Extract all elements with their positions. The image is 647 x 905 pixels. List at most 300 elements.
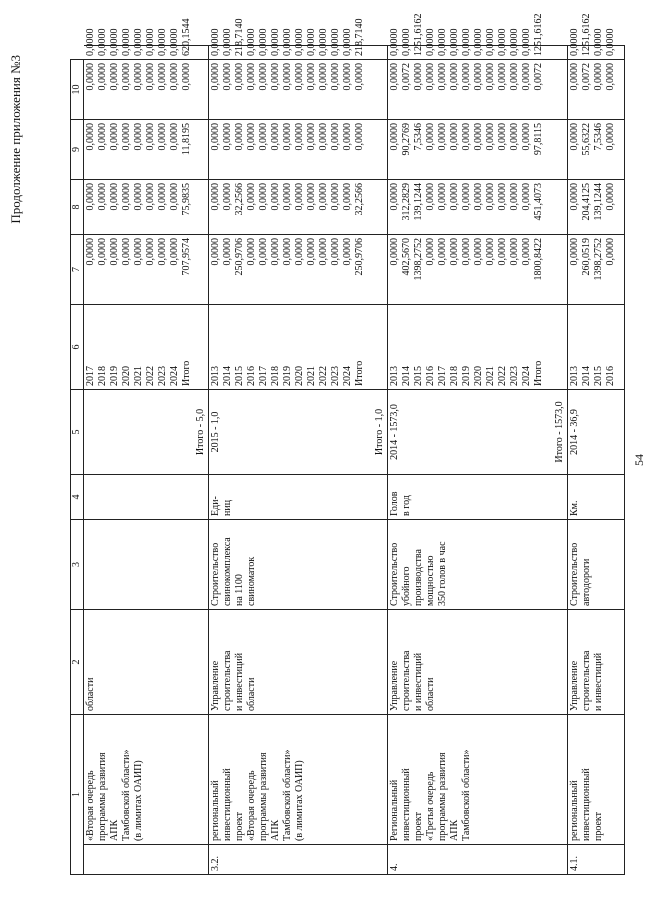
year-label: 2022 bbox=[145, 366, 156, 386]
amount-value: 0,0000 bbox=[282, 28, 294, 56]
amount-value: 218,7140 bbox=[354, 18, 366, 56]
amount-value: 0,0000 bbox=[604, 123, 616, 151]
amount-value: 0,0000 bbox=[270, 63, 282, 91]
year-label: 2015 bbox=[592, 366, 604, 386]
year-label: 2016 bbox=[604, 366, 616, 386]
amount-value: 218,7140 bbox=[234, 18, 246, 56]
amount-value: 0,0000 bbox=[282, 63, 294, 91]
project-name-line: проект bbox=[234, 811, 246, 841]
row-number: 4. bbox=[389, 863, 401, 871]
amount-value: 0,0000 bbox=[389, 28, 401, 56]
year-label: 2022 bbox=[497, 366, 509, 386]
row-number-cell bbox=[84, 845, 209, 875]
amount-value: 0,0000 bbox=[145, 123, 156, 151]
amount-value: 0,0000 bbox=[485, 28, 497, 56]
amount-value: 0,0000 bbox=[389, 63, 401, 91]
amount-value: 0,0000 bbox=[318, 63, 330, 91]
object-line: свиноматок bbox=[246, 556, 258, 606]
year-label: 2024 bbox=[521, 366, 533, 386]
amount-value: 0,0000 bbox=[497, 28, 509, 56]
year-label: 2021 bbox=[306, 366, 318, 386]
years-cell bbox=[84, 305, 209, 390]
year-label: 2015 bbox=[234, 366, 246, 386]
amount-cell-c7 bbox=[209, 180, 388, 235]
amount-value: 0,0000 bbox=[521, 183, 533, 211]
year-label: 2018 bbox=[449, 366, 461, 386]
amount-value: 0,0000 bbox=[425, 123, 437, 151]
amount-value: 0,0000 bbox=[270, 28, 282, 56]
project-name-line: Тамбовской области» bbox=[121, 749, 132, 841]
amount-value: 0,0000 bbox=[85, 63, 96, 91]
unit-cell bbox=[209, 475, 388, 520]
amount-value: 0,0000 bbox=[306, 63, 318, 91]
executor-line: строительства bbox=[401, 650, 413, 711]
amount-value: 0,0000 bbox=[449, 63, 461, 91]
object-line: Строительство bbox=[568, 542, 580, 606]
year-label: Итого bbox=[354, 360, 366, 386]
amount-value: 0,0000 bbox=[449, 28, 461, 56]
amount-value: 0,0000 bbox=[342, 238, 354, 266]
executor-line: и инвестиций bbox=[234, 652, 246, 711]
amount-value: 0,0000 bbox=[473, 183, 485, 211]
amount-value: 0,0000 bbox=[258, 63, 270, 91]
amount-value: 0,0000 bbox=[294, 238, 306, 266]
amount-value: 0,0000 bbox=[509, 63, 521, 91]
year-label: 2017 bbox=[437, 366, 449, 386]
amount-cell-c10 bbox=[84, 18, 209, 60]
amount-value: 0,0000 bbox=[210, 28, 222, 56]
executor-line: и инвестиций bbox=[413, 652, 425, 711]
year-label: 2013 bbox=[389, 366, 401, 386]
header-cell-4: 4 bbox=[71, 475, 84, 520]
amount-value: 0,0000 bbox=[156, 28, 168, 56]
amount-value: 0,0000 bbox=[342, 123, 354, 151]
amount-value: 0,0000 bbox=[222, 63, 234, 91]
page-number: 54 bbox=[632, 454, 646, 466]
capacity-total: Итого - 5,0 bbox=[195, 408, 207, 456]
capacity-cell bbox=[209, 390, 388, 475]
year-label: 2018 bbox=[270, 366, 282, 386]
header-cell-5: 5 bbox=[71, 390, 84, 475]
amount-value: 0,0072 bbox=[401, 63, 413, 91]
amount-value: 0,0000 bbox=[234, 63, 246, 91]
amount-cell-c10 bbox=[567, 13, 625, 60]
amount-value: 0,0000 bbox=[222, 238, 234, 266]
amount-value: 32,2566 bbox=[234, 183, 246, 216]
amount-value: 0,0000 bbox=[133, 183, 144, 211]
project-name-line: программы развития bbox=[97, 752, 108, 841]
amount-value: 0,0000 bbox=[521, 28, 533, 56]
amount-value: 0,0000 bbox=[485, 123, 497, 151]
amount-value: 1398,2752 bbox=[592, 238, 604, 281]
project-name-line: Тамбовской области» bbox=[282, 749, 294, 841]
year-label: 2014 bbox=[222, 366, 234, 386]
executor-cell bbox=[388, 610, 567, 715]
year-label: 2018 bbox=[97, 366, 108, 386]
amount-cell-c8 bbox=[567, 120, 625, 180]
executor-line: области bbox=[425, 677, 437, 711]
object-line: убойного bbox=[401, 566, 413, 606]
amount-value: 0,0000 bbox=[210, 123, 222, 151]
unit-line: Км. bbox=[568, 500, 580, 516]
project-name-cell bbox=[388, 715, 567, 845]
unit-line: Голов bbox=[389, 491, 401, 516]
amount-value: 0,0000 bbox=[109, 123, 120, 151]
amount-value: 0,0000 bbox=[330, 238, 342, 266]
capacity-cell bbox=[84, 390, 209, 475]
unit-cell bbox=[567, 475, 625, 520]
amount-value: 0,0000 bbox=[568, 238, 580, 266]
year-label: 2014 bbox=[580, 366, 592, 386]
amount-value: 0,0000 bbox=[108, 28, 120, 56]
amount-value: 0,0000 bbox=[449, 123, 461, 151]
executor-line: области bbox=[85, 677, 96, 711]
amount-value: 0,0000 bbox=[521, 123, 533, 151]
amount-cell-c6 bbox=[209, 235, 388, 305]
amount-value: 0,0000 bbox=[485, 238, 497, 266]
object-cell bbox=[388, 520, 567, 610]
year-label: 2021 bbox=[133, 366, 144, 386]
table-row bbox=[388, 46, 567, 875]
unit-cell bbox=[84, 475, 209, 520]
project-name-line: региональный bbox=[210, 780, 222, 841]
amount-value: 0,0000 bbox=[568, 28, 580, 56]
executor-line: области bbox=[246, 677, 258, 711]
executor-line: Управление bbox=[389, 660, 401, 711]
amount-value: 0,0000 bbox=[96, 28, 108, 56]
amount-cell-c8 bbox=[388, 120, 567, 180]
year-label: Итого bbox=[181, 360, 192, 386]
unit-line: Еди- bbox=[210, 496, 222, 516]
amount-value: 0,0000 bbox=[97, 238, 108, 266]
amount-value: 0,0000 bbox=[246, 63, 258, 91]
amount-value: 0,0000 bbox=[109, 63, 120, 91]
project-name-line: программы развития bbox=[437, 752, 449, 841]
amount-value: 0,0000 bbox=[521, 238, 533, 266]
capacity-year-line: 2014 - 36,9 bbox=[568, 409, 580, 455]
amount-value: 0,0000 bbox=[437, 123, 449, 151]
amount-value: 0,0000 bbox=[157, 63, 168, 91]
object-line: свинокомплекса bbox=[222, 537, 234, 606]
executor-cell bbox=[209, 610, 388, 715]
amount-value: 0,0000 bbox=[210, 238, 222, 266]
object-line: производства bbox=[413, 549, 425, 606]
project-name-line: Тамбовской области» bbox=[461, 749, 473, 841]
year-label: 2016 bbox=[246, 366, 258, 386]
amount-value: 0,0000 bbox=[97, 63, 108, 91]
amount-value: 0,0000 bbox=[121, 123, 132, 151]
table-row bbox=[84, 46, 209, 875]
amount-value: 0,0000 bbox=[210, 183, 222, 211]
project-name-line: (в лимитах ОАИП) bbox=[133, 760, 144, 841]
years-cell bbox=[567, 305, 625, 390]
amount-value: 0,0000 bbox=[258, 238, 270, 266]
amount-value: 0,0000 bbox=[222, 28, 234, 56]
amount-cell-c9 bbox=[84, 60, 209, 120]
year-label: 2013 bbox=[568, 366, 580, 386]
year-label: 2020 bbox=[294, 366, 306, 386]
amount-value: 0,0000 bbox=[109, 183, 120, 211]
amount-value: 1251,6162 bbox=[533, 13, 545, 56]
amount-value: 1251,6162 bbox=[413, 13, 425, 56]
amount-value: 0,0000 bbox=[133, 63, 144, 91]
amount-value: 0,0000 bbox=[121, 238, 132, 266]
amount-value: 0,0000 bbox=[425, 28, 437, 56]
project-name-line: АПК bbox=[449, 819, 461, 841]
year-label: 2020 bbox=[121, 366, 132, 386]
year-label: 2023 bbox=[330, 366, 342, 386]
amount-value: 0,0000 bbox=[145, 183, 156, 211]
year-label: 2023 bbox=[509, 366, 521, 386]
amount-value: 260,0519 bbox=[580, 238, 592, 276]
project-name-line: инвестиционный bbox=[401, 768, 413, 841]
amount-value: 0,0000 bbox=[330, 123, 342, 151]
amount-value: 0,0000 bbox=[84, 28, 96, 56]
object-line: 350 голов в час bbox=[437, 541, 449, 606]
amount-value: 0,0000 bbox=[97, 123, 108, 151]
amount-value: 0,0000 bbox=[121, 63, 132, 91]
amount-value: 0,0000 bbox=[85, 183, 96, 211]
unit-line: в год bbox=[401, 495, 413, 516]
amount-value: 0,0000 bbox=[497, 238, 509, 266]
project-name-cell bbox=[84, 715, 209, 845]
amount-value: 0,0000 bbox=[568, 183, 580, 211]
object-line: на 1100 bbox=[234, 574, 246, 606]
amount-value: 0,0000 bbox=[246, 238, 258, 266]
amount-value: 0,0000 bbox=[437, 238, 449, 266]
amount-cell-c6 bbox=[388, 235, 567, 305]
amount-value: 0,0000 bbox=[157, 183, 168, 211]
amount-value: 0,0000 bbox=[354, 63, 366, 91]
year-label: 2015 bbox=[413, 366, 425, 386]
amount-value: 0,0000 bbox=[246, 123, 258, 151]
amount-value: 250,9706 bbox=[234, 238, 246, 276]
amount-value: 0,0000 bbox=[157, 123, 168, 151]
years-cell bbox=[209, 305, 388, 390]
amount-value: 0,0000 bbox=[485, 183, 497, 211]
amount-value: 0,0000 bbox=[342, 28, 354, 56]
amount-value: 0,0000 bbox=[485, 63, 497, 91]
amount-value: 1800,8422 bbox=[533, 238, 545, 281]
amount-value: 0,0000 bbox=[258, 183, 270, 211]
year-label: 2016 bbox=[425, 366, 437, 386]
amount-value: 0,0000 bbox=[449, 238, 461, 266]
amount-value: 0,0000 bbox=[330, 183, 342, 211]
year-label: 2024 bbox=[342, 366, 354, 386]
amount-value: 0,0000 bbox=[234, 123, 246, 151]
amount-value: 0,0000 bbox=[389, 238, 401, 266]
project-name-line: АПК bbox=[109, 819, 120, 841]
amount-value: 0,0000 bbox=[473, 123, 485, 151]
capacity-cell bbox=[567, 390, 625, 475]
amount-cell-c9 bbox=[388, 60, 567, 120]
amount-value: 0,0000 bbox=[258, 28, 270, 56]
amount-value: 0,0000 bbox=[169, 183, 180, 211]
project-name-line: инвестиционный bbox=[580, 768, 592, 841]
amount-value: 0,0072 bbox=[533, 63, 545, 91]
header-cell-9: 9 bbox=[71, 120, 84, 180]
amount-value: 0,0000 bbox=[473, 63, 485, 91]
amount-value: 0,0000 bbox=[592, 28, 604, 56]
amount-value: 0,0000 bbox=[509, 123, 521, 151]
amount-value: 204,4125 bbox=[580, 183, 592, 221]
amount-value: 0,0000 bbox=[318, 183, 330, 211]
amount-value: 250,9706 bbox=[354, 238, 366, 276]
object-line: автодороги bbox=[580, 558, 592, 606]
amount-value: 0,0000 bbox=[169, 63, 180, 91]
year-label: 2017 bbox=[85, 366, 96, 386]
amount-cell-c8 bbox=[84, 120, 209, 180]
amount-cell-c7 bbox=[388, 180, 567, 235]
amount-value: 0,0000 bbox=[306, 28, 318, 56]
table-row bbox=[567, 46, 625, 875]
amount-value: 0,0000 bbox=[258, 123, 270, 151]
amount-value: 0,0000 bbox=[592, 63, 604, 91]
amount-value: 0,0000 bbox=[389, 183, 401, 211]
amount-value: 0,0000 bbox=[497, 63, 509, 91]
object-line: Строительство bbox=[210, 542, 222, 606]
amount-value: 0,0000 bbox=[425, 63, 437, 91]
amount-value: 707,9574 bbox=[181, 238, 192, 276]
amount-value: 90,2769 bbox=[401, 123, 413, 156]
amount-value: 0,0000 bbox=[568, 63, 580, 91]
project-name-line: программы развития bbox=[258, 752, 270, 841]
amount-value: 0,0000 bbox=[306, 123, 318, 151]
amount-value: 0,0000 bbox=[389, 123, 401, 151]
object-cell bbox=[84, 520, 209, 610]
amount-value: 402,5670 bbox=[401, 238, 413, 276]
amount-value: 139,1244 bbox=[592, 183, 604, 221]
budget-table bbox=[70, 13, 625, 875]
year-label: 2024 bbox=[169, 366, 180, 386]
amount-value: 0,0000 bbox=[473, 28, 485, 56]
project-name-line: Региональный bbox=[389, 779, 401, 841]
capacity-year-line: 2014 - 1573,0 bbox=[389, 404, 401, 460]
amount-value: 0,0000 bbox=[461, 63, 473, 91]
amount-value: 0,0000 bbox=[270, 183, 282, 211]
executor-line: строительства bbox=[580, 650, 592, 711]
amount-value: 0,0000 bbox=[437, 183, 449, 211]
amount-value: 0,0000 bbox=[425, 183, 437, 211]
amount-cell-c9 bbox=[567, 60, 625, 120]
project-name-line: региональный bbox=[568, 780, 580, 841]
amount-value: 0,0000 bbox=[604, 28, 616, 56]
amount-value: 32,2566 bbox=[354, 183, 366, 216]
amount-value: 0,0000 bbox=[461, 123, 473, 151]
project-name-line: инвестиционный bbox=[222, 768, 234, 841]
capacity-total: Итого - 1,0 bbox=[374, 408, 386, 456]
year-label: 2017 bbox=[258, 366, 270, 386]
capacity-cell bbox=[388, 390, 567, 475]
amount-value: 0,0000 bbox=[282, 238, 294, 266]
year-label: Итого bbox=[533, 360, 545, 386]
amount-value: 0,0000 bbox=[354, 123, 366, 151]
header-cell-2: 2 bbox=[71, 610, 84, 715]
years-cell bbox=[388, 305, 567, 390]
amount-value: 0,0000 bbox=[270, 238, 282, 266]
amount-value: 0,0072 bbox=[580, 63, 592, 91]
executor-line: Управление bbox=[210, 660, 222, 711]
amount-cell-c10 bbox=[388, 13, 567, 60]
amount-value: 0,0000 bbox=[497, 123, 509, 151]
amount-value: 0,0000 bbox=[306, 183, 318, 211]
amount-value: 0,0000 bbox=[306, 238, 318, 266]
project-name-line: «Третья очередь bbox=[425, 771, 437, 841]
object-line: мощностью bbox=[425, 555, 437, 606]
amount-value: 1398,2752 bbox=[413, 238, 425, 281]
unit-line: ниц bbox=[222, 499, 234, 516]
amount-value: 0,0000 bbox=[246, 28, 258, 56]
project-name-line: (в лимитах ОАИП) bbox=[294, 760, 306, 841]
year-label: 2019 bbox=[109, 366, 120, 386]
amount-value: 0,0000 bbox=[210, 63, 222, 91]
amount-cell-c9 bbox=[209, 60, 388, 120]
year-label: 2021 bbox=[485, 366, 497, 386]
year-label: 2022 bbox=[318, 366, 330, 386]
amount-value: 0,0000 bbox=[145, 238, 156, 266]
amount-value: 0,0000 bbox=[222, 183, 234, 211]
amount-cell-c10 bbox=[209, 18, 388, 60]
amount-value: 55,6322 bbox=[580, 123, 592, 156]
year-label: 2019 bbox=[461, 366, 473, 386]
executor-cell bbox=[84, 610, 209, 715]
amount-value: 1251,6162 bbox=[580, 13, 592, 56]
project-name-line: «Вторая очередь bbox=[246, 770, 258, 841]
amount-value: 0,0000 bbox=[132, 28, 144, 56]
amount-value: 139,1244 bbox=[413, 183, 425, 221]
object-cell bbox=[209, 520, 388, 610]
amount-value: 0,0000 bbox=[401, 28, 413, 56]
header-cell-10: 10 bbox=[71, 60, 84, 120]
amount-value: 0,0000 bbox=[294, 63, 306, 91]
amount-value: 0,0000 bbox=[521, 63, 533, 91]
amount-value: 0,0000 bbox=[604, 238, 616, 266]
amount-value: 0,0000 bbox=[437, 63, 449, 91]
amount-value: 0,0000 bbox=[121, 183, 132, 211]
amount-cell-c7 bbox=[84, 180, 209, 235]
amount-value: 0,0000 bbox=[145, 63, 156, 91]
amount-value: 0,0000 bbox=[294, 183, 306, 211]
capacity-total: Итого - 1573,0 bbox=[553, 401, 565, 463]
project-name-line: «Вторая очередь bbox=[85, 770, 96, 841]
project-name-cell bbox=[209, 715, 388, 845]
amount-value: 0,0000 bbox=[120, 28, 132, 56]
amount-value: 0,0000 bbox=[109, 238, 120, 266]
amount-value: 0,0000 bbox=[473, 238, 485, 266]
amount-value: 0,0000 bbox=[330, 63, 342, 91]
row-number: 3.2. bbox=[210, 856, 222, 871]
capacity-year-line: 2015 - 1,0 bbox=[210, 411, 222, 453]
amount-value: 97,8115 bbox=[533, 123, 545, 156]
executor-line: и инвестиций bbox=[592, 652, 604, 711]
row-number-cell bbox=[388, 845, 567, 875]
amount-value: 0,0000 bbox=[342, 183, 354, 211]
amount-value: 0,0000 bbox=[568, 123, 580, 151]
project-name-line: проект bbox=[592, 811, 604, 841]
amount-value: 620,1544 bbox=[180, 18, 192, 56]
amount-value: 0,0000 bbox=[330, 28, 342, 56]
amount-value: 0,0000 bbox=[497, 183, 509, 211]
year-label: 2020 bbox=[473, 366, 485, 386]
project-name-line: АПК bbox=[270, 819, 282, 841]
amount-value: 0,0000 bbox=[294, 123, 306, 151]
executor-line: Управление bbox=[568, 660, 580, 711]
executor-line: строительства bbox=[222, 650, 234, 711]
amount-value: 0,0000 bbox=[85, 123, 96, 151]
amount-value: 7,5346 bbox=[413, 123, 425, 151]
amount-cell-c8 bbox=[209, 120, 388, 180]
amount-value: 0,0000 bbox=[168, 28, 180, 56]
